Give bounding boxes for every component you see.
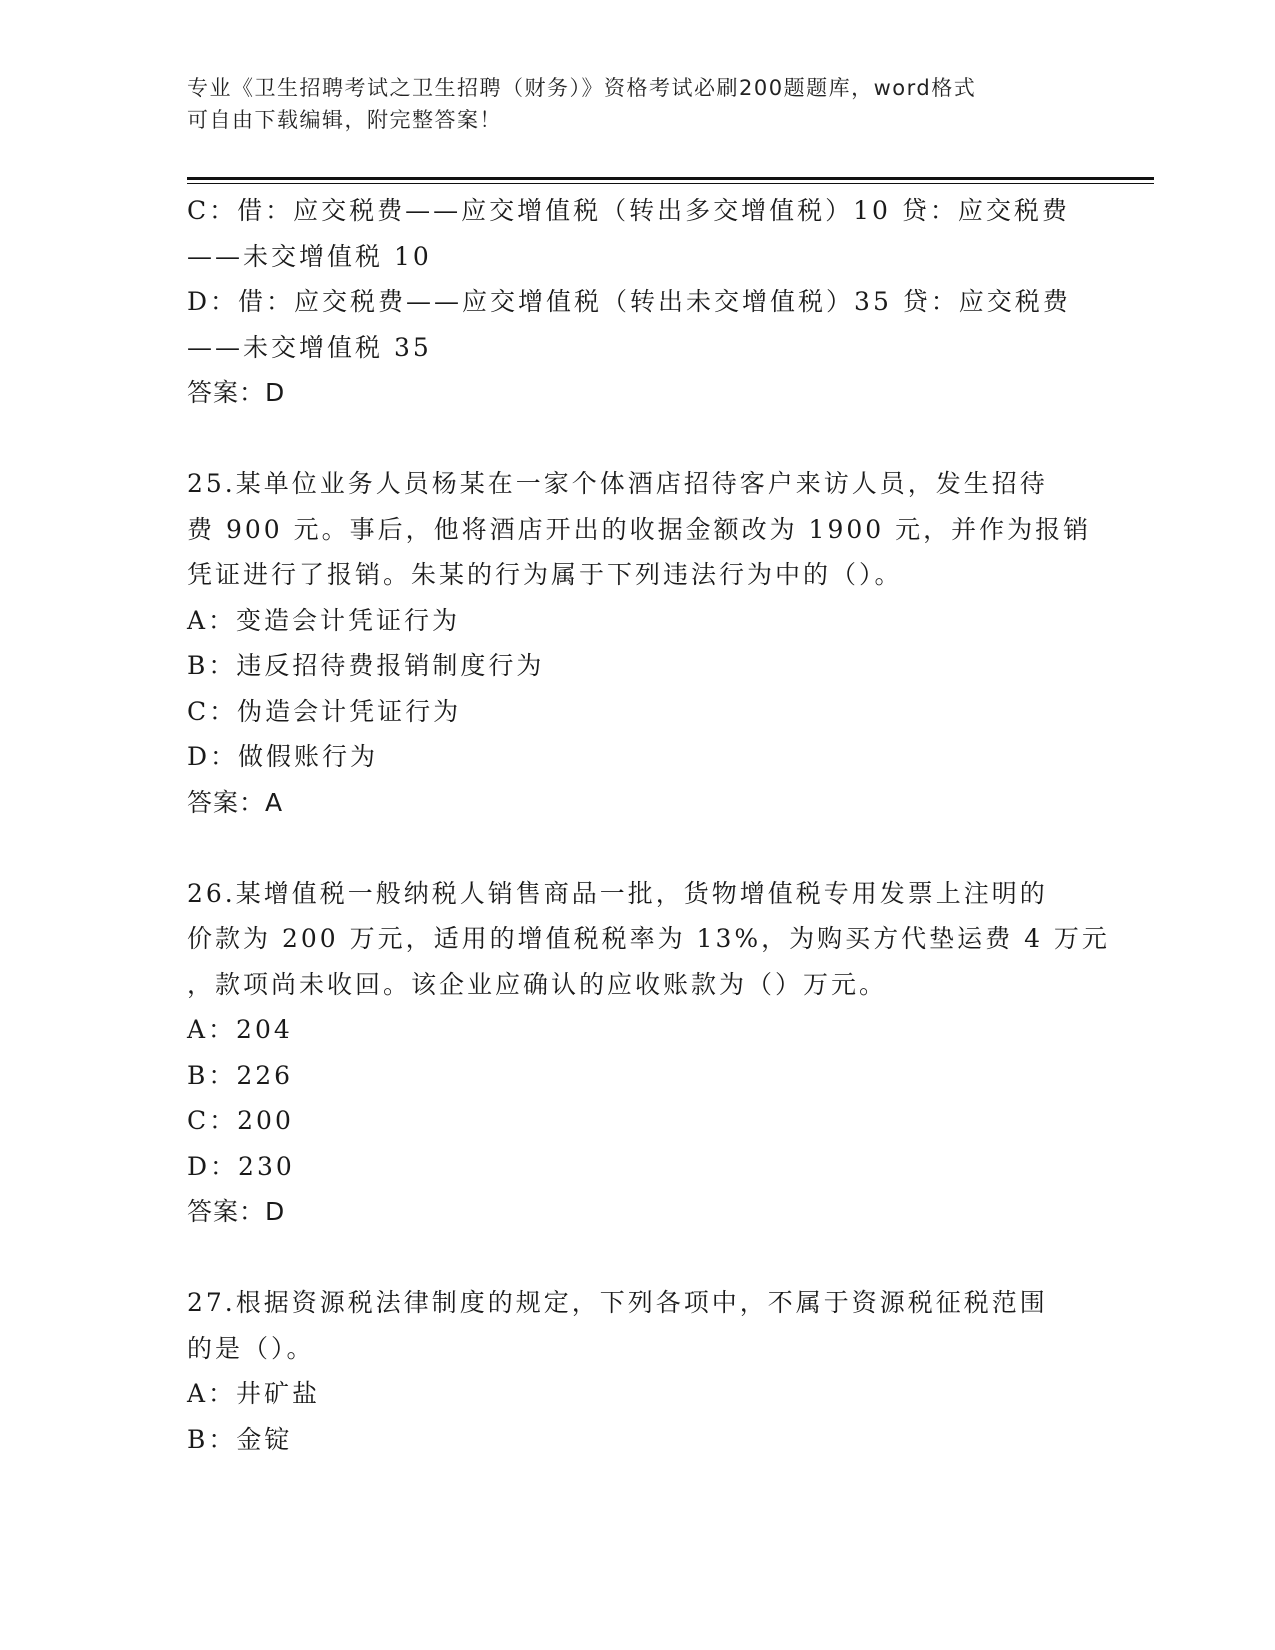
question-25 xyxy=(187,461,1092,825)
question-26-option-b: B：226 xyxy=(187,1060,294,1090)
question-26-stem-line-3: ，款项尚未收回。该企业应确认的应收账款为（）万元。 xyxy=(187,969,888,999)
spacer xyxy=(187,1235,1087,1281)
option-c-line-2: ——未交增值税 10 xyxy=(187,241,432,271)
question-26-option-c: C：200 xyxy=(187,1106,294,1135)
header-line-1: 专业《卫生招聘考试之卫生招聘（财务）》资格考试必刷200题题库，word格式 xyxy=(187,76,977,100)
answer-26: 答案：D xyxy=(187,1197,286,1226)
question-27-option-a: A：井矿盐 xyxy=(187,1379,321,1408)
question-26-option-d: D：230 xyxy=(187,1151,295,1181)
question-25-option-b: B：违反招待费报销制度行为 xyxy=(187,651,545,680)
question-24-continued xyxy=(187,188,1087,416)
question-25-stem-line-1: 25.某单位业务人员杨某在一家个体酒店招待客户来访人员，发生招待 xyxy=(187,469,1048,498)
document-body xyxy=(187,188,1110,1462)
header-rule-thin xyxy=(187,183,1154,184)
option-d-line-1: D：借：应交税费——应交增值税（转出未交增值税）35 贷：应交税费 xyxy=(187,287,1071,316)
question-26-stem-line-1: 26.某增值税一般纳税人销售商品一批，货物增值税专用发票上注明的 xyxy=(187,878,1048,908)
document-header xyxy=(187,72,1067,136)
question-25-option-c: C：伪造会计凭证行为 xyxy=(187,696,462,726)
question-26-option-a: A：204 xyxy=(187,1015,293,1044)
question-26 xyxy=(187,871,1110,1235)
header-rule-thick xyxy=(187,177,1154,180)
question-27-stem-line-2: 的是（）。 xyxy=(187,1333,315,1363)
question-25-option-d: D：做假账行为 xyxy=(187,742,379,771)
answer-25: 答案：A xyxy=(187,787,284,817)
question-27 xyxy=(187,1280,1087,1462)
question-27-option-b: B：金锭 xyxy=(187,1424,293,1454)
answer-24: 答案：D xyxy=(187,378,286,407)
spacer xyxy=(187,825,1087,871)
question-25-stem-line-3: 凭证进行了报销。朱某的行为属于下列违法行为中的（）。 xyxy=(187,560,903,589)
option-c-line-1: C：借：应交税费——应交增值税（转出多交增值税）10 贷：应交税费 xyxy=(187,196,1070,225)
question-25-option-a: A：变造会计凭证行为 xyxy=(187,605,461,635)
option-d-line-2: ——未交增值税 35 xyxy=(187,332,432,362)
spacer xyxy=(187,416,1087,462)
question-27-stem-line-1: 27.根据资源税法律制度的规定，下列各项中，不属于资源税征税范围 xyxy=(187,1288,1048,1317)
question-25-stem-line-2: 费 900 元。事后，他将酒店开出的收据金额改为 1900 元，并作为报销 xyxy=(187,514,1092,544)
question-26-stem-line-2: 价款为 200 万元，适用的增值税税率为 13%，为购买方代垫运费 4 万元 xyxy=(187,924,1110,953)
header-line-2: 可自由下载编辑，附完整答案！ xyxy=(187,108,502,132)
